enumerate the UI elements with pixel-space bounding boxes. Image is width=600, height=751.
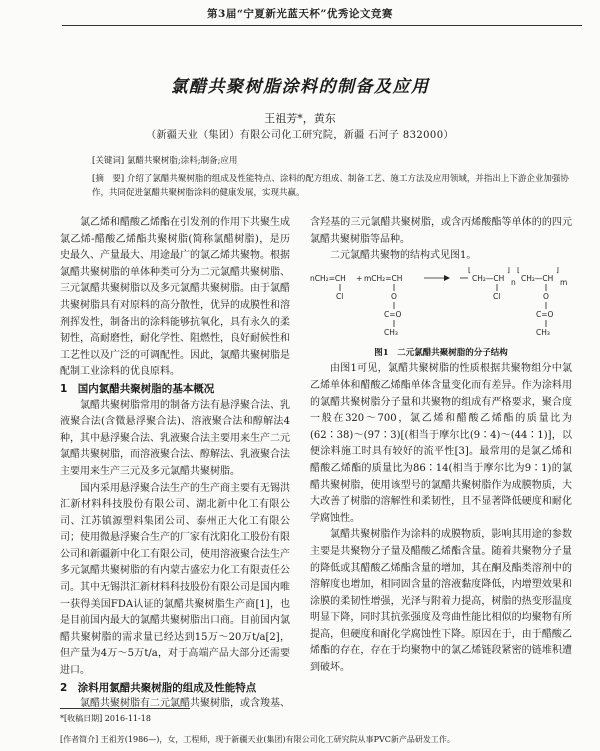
paragraph-parameters: 氯醋共聚树脂作为涂料的成膜物质，影响其用途的参数主要是共聚物分子量及醋酸乙烯酯含量。随着共聚物分子量的降低或其醋酸乙烯酯含量的增加，其在酮及酯类溶剂中的溶解度也增加，相同固含量的溶液黏度降低，内增塑效果和涂膜的柔韧性增强，光泽与附着力提高，树脂的热变形温度明显下降，同时其抗张强度及弯曲性能比相似的均聚物有所提高，但硬度和耐化学腐蚀性下降。原因在于，由于醋酸乙烯酯的存在，存在于均聚物中的氯乙烯链段紧密的链堆积遭到破坏。	[310, 529, 572, 674]
figure-1	[310, 267, 572, 345]
header-rule	[62, 25, 582, 26]
keywords-text: 氯醋共聚树脂;涂料;制备;应用	[126, 156, 238, 166]
oxygen-label: O	[391, 291, 397, 301]
product-carbonyl: C=O	[536, 309, 554, 319]
footnote-received: *[收稿日期] 2016-11-18	[60, 714, 151, 723]
right-column	[310, 215, 572, 677]
paragraph-composition: 氯醋共聚树脂有二元氯醋共聚树脂，或含羧基、	[80, 698, 290, 710]
paragraph-fig-intro: 二元氯醋共聚物的结构式见图1。	[330, 250, 477, 262]
bracket-right: ]	[556, 266, 559, 274]
footnote-rule	[60, 708, 190, 709]
running-header: 第3届“宁夏新光蓝天杯”优秀论文竞赛	[207, 8, 393, 20]
section-1-heading: 1 国内氯醋共聚树脂的基本概况	[60, 382, 215, 395]
bracket-right: ]	[507, 266, 510, 274]
plus-sign: +	[356, 273, 363, 283]
abstract-text: 介绍了氯醋共聚树脂的组成及性能特点、涂料的配方组成、制备工艺、施工方法及应用领域，并指出上下游企业加强协作，共同促进氯醋共聚树脂涂料的健康发展，实现共赢。	[92, 174, 569, 198]
arrow-head-icon	[444, 275, 450, 281]
keywords-label: [关键词]	[92, 156, 125, 166]
product-methyl: CH₃	[536, 327, 550, 337]
monomer-vinyl-chloride: nCH₂=CH	[310, 273, 346, 283]
intro-paragraph: 氯乙烯和醋酸乙烯酯在引发剂的作用下共聚生成氯乙烯-醋酸乙烯酯共聚树脂(简称氯醋树脂)，是历史最久、产量最大、用途最广的氯乙烯共聚物。根据氯醋共聚树脂的单体种类可分为二元氯醋共聚树脂、三元氯醋共聚树脂以及多元氯醋共聚树脂。由于氯醋共聚树脂具有对原料的高分散性，优异的成膜性和溶剂挥发性，制备出的涂料能够抗氧化，具有永久的柔韧性，高耐磨性，耐化学性、阻燃性，良好耐候性和工艺性以及广泛的可调配性。因此，氯醋共聚树脂是配制工业涂料的优良原料。	[60, 217, 290, 378]
keywords	[92, 155, 572, 168]
subscript-m: m	[560, 277, 568, 287]
abstract	[92, 172, 572, 200]
paragraph-producers: 国内采用悬浮聚合法生产的生产商主要有无锡洪汇新材料科技股份有限公司、湖北新中化工有限公司、江苏镇源塑料集团公司、泰州正大化工有限公司；使用微悬浮聚合生产的厂家有沈阳化工股份有限公司和新疆新中化工有限公司，使用溶液聚合法生产多元氯醋共聚树脂的有内蒙古盛宏力化工有限责任公司。其中无锡洪汇新材料科技股份有限公司是国内唯一获得美国FDA认证的氯醋共聚树脂生产商[1]，也是目前国内最大的氯醋共聚树脂出口商。目前国内氯醋共聚树脂的需求量已经达到15万～20万t/a[2]，但产量为4万～5万t/a，对于高端产品大部分还需要进口。	[60, 482, 290, 677]
abstract-label: [摘 要]	[92, 174, 125, 184]
product-oxygen: O	[543, 291, 549, 301]
paper-title: 氯醋共聚树脂涂料的制备及应用	[170, 77, 430, 97]
repeat-unit-a: CH₂—CH	[472, 273, 505, 283]
carbonyl-label: C=O	[384, 309, 402, 319]
monomer-vinyl-acetate: mCH₂=CH	[364, 273, 403, 283]
paragraph-continued: 含羟基的三元氯醋共聚树脂，或含丙烯酸酯等单体的的四元氯醋共聚树脂等品种。	[310, 217, 572, 245]
footnote-author: [作者简介] 王祖芳(1986—)，女，工程师，现于新疆天业(集团)有限公司化工研究院从事PVC新产品研发工作。	[60, 735, 455, 744]
product-chlorine: Cl	[493, 291, 501, 301]
authors: 王祖芳*，黄东	[264, 112, 336, 125]
methyl-label: CH₃	[384, 327, 398, 337]
section-2-heading: 2 涂料用氯醋共聚树脂的组成及性能特点	[60, 681, 257, 694]
left-column	[60, 215, 290, 713]
paragraph-analysis: 由图1可见，氯醋共聚树脂的性质根据共聚物组分中氯乙烯单体和醋酸乙烯酯单体含量变化而有差异。作为涂料用的氯醋共聚树脂分子量和共聚物的组成有严格要求，聚合度一般在320～700，氯乙烯和醋酸乙烯酯的质量比为(62∶38)～(97∶3)[(相当于摩尔比(9∶4)～(44∶1)]，以便涂料施工时具有较好的流平性[3]。最常用的是氯乙烯和醋酸乙烯酯的质量比为86∶14(相当于摩尔比为9∶1)的氯醋共聚树脂，使用该型号的氯醋共聚树脂作为成膜物质，大大改善了树脂的溶解性和柔韧性，且不显著降低硬度和耐化学腐蚀性。	[310, 363, 572, 524]
structure-diagram	[310, 267, 572, 345]
bracket-left: [	[517, 266, 520, 274]
affiliation: （新疆天业（集团）有限公司化工研究院，新疆 石河子 832000）	[146, 130, 454, 141]
subscript-n: n	[511, 277, 516, 287]
repeat-unit-b: CH₂—CH	[521, 273, 554, 283]
bracket-left: [	[468, 266, 471, 274]
figure-1-caption: 图1 二元氯醋共聚树脂的分子结构	[374, 347, 508, 358]
paragraph-methods: 氯醋共聚树脂常用的制备方法有悬浮聚合法、乳液聚合法(含微悬浮聚合法)、溶液聚合法和醇解法4种，其中悬浮聚合法、乳液聚合法主要用来生产二元氯醋共聚树脂，而溶液聚合法、醇解法、乳液聚合法主要用来生产三元及多元氯醋共聚树脂。	[60, 399, 290, 477]
chlorine-label: Cl	[336, 291, 344, 301]
